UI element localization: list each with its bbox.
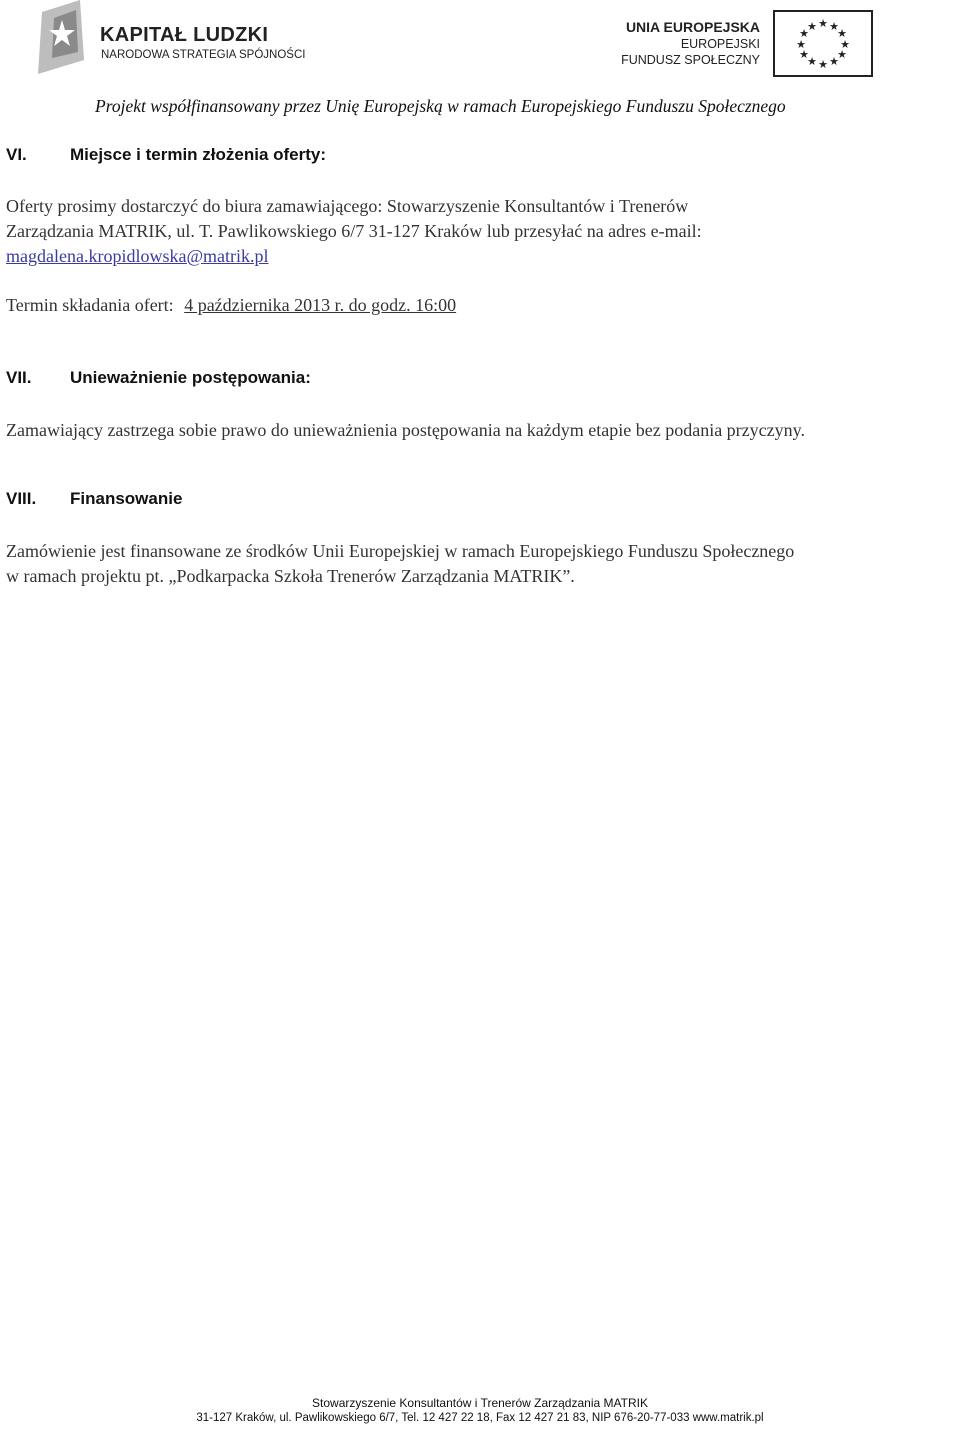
section-title-cancellation: Unieważnienie postępowania: — [70, 368, 311, 387]
svg-text:★: ★ — [837, 27, 847, 40]
offer-paragraph-line1: Oferty prosimy dostarczyć do biura zamawiającego: Stowarzyszenie Konsultantów i Trenerów — [6, 196, 689, 216]
section-title-financing: Finansowanie — [70, 489, 183, 508]
svg-text:★: ★ — [799, 27, 809, 40]
eu-logo-line1: UNIA EUROPEJSKA — [625, 19, 760, 35]
svg-text:★: ★ — [818, 17, 828, 30]
svg-text:★: ★ — [807, 55, 817, 68]
offer-paragraph — [6, 194, 958, 269]
financing-paragraph — [6, 539, 958, 589]
financing-paragraph-line1: Zamówienie jest finansowane ze środków Unii Europejskiej w ramach Europejskiego Funduszu Społecznego — [6, 541, 795, 561]
svg-text:★: ★ — [840, 38, 850, 51]
offer-paragraph-line2: Zarządzania MATRIK, ul. T. Pawlikowskiego 6/7 31-127 Kraków lub przesyłać na adres e-mail: — [6, 221, 702, 241]
deadline-line — [6, 293, 958, 318]
cancellation-paragraph: Zamawiający zastrzega sobie prawo do unieważnienia postępowania na każdym etapie bez podania przyczyny. — [6, 420, 805, 440]
svg-text:★: ★ — [807, 20, 817, 33]
section-number-vi: VI. — [6, 145, 27, 164]
financing-paragraph-line2: w ramach projektu pt. „Podkarpacka Szkoła Trenerów Zarządzania MATRIK”. — [6, 566, 575, 586]
svg-text:★: ★ — [799, 48, 809, 61]
svg-text:★: ★ — [829, 55, 839, 68]
section-number-vii: VII. — [6, 368, 32, 387]
kapital-ludzki-subtitle: NARODOWA STRATEGIA SPÓJNOŚCI — [101, 49, 306, 61]
footer-contact: 31-127 Kraków, ul. Pawlikowskiego 6/7, Tel. 12 427 22 18, Fax 12 427 21 83, NIP 676-20-77-033 www.matrik.pl — [196, 1412, 764, 1424]
eu-flag-icon — [773, 10, 873, 77]
section-number-viii: VIII. — [6, 489, 37, 508]
email-link[interactable]: magdalena.kropidlowska@matrik.pl — [6, 246, 269, 266]
deadline-label: Termin składania ofert: — [6, 295, 174, 315]
svg-text:★: ★ — [837, 48, 847, 61]
project-funding-line: Projekt współfinansowany przez Unię Europejską w ramach Europejskiego Funduszu Społecznego — [95, 96, 786, 116]
kapital-ludzki-title: KAPITAŁ LUDZKI — [100, 24, 269, 46]
deadline-value: 4 października 2013 r. do godz. 16:00 — [184, 295, 457, 315]
svg-text:★: ★ — [818, 58, 828, 71]
eu-logo-text — [620, 18, 760, 68]
eu-logo-line3: FUNDUSZ SPOŁECZNY — [621, 53, 760, 67]
footer-organization: Stowarzyszenie Konsultantów i Trenerów Zarządzania MATRIK — [312, 1396, 648, 1410]
svg-text:★: ★ — [829, 20, 839, 33]
section-title-offer-place: Miejsce i termin złożenia oferty: — [70, 145, 327, 164]
eu-logo-line2: EUROPEJSKI — [680, 37, 760, 51]
svg-text:★: ★ — [796, 38, 806, 51]
